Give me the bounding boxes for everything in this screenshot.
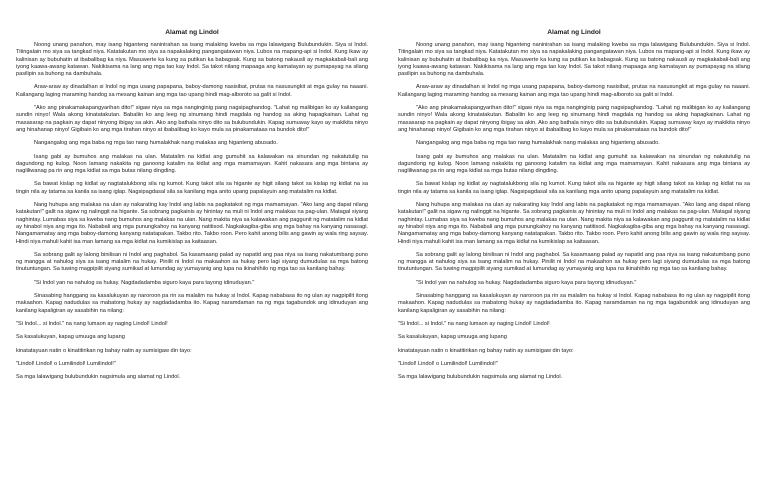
paragraph: "Lindol! Lindol! o Lumilindol! Lumilindol!" [398,360,498,367]
paragraph: "Si Indol yan na nahulog sa hukay. Nagdadadamba siguro kaya para tayong idinuduyan." [416,279,637,286]
paragraph: Noong unang panahon, may isang higanteng naninirahan sa isang malaking kweba sa mga lalawigang Bulubundukin. Siya si Indol. Titingalain mo siya sa tangkad niya. Katatakutan mo siya sa napakalaking pangangatawan niya. Lubos na mapang-api si Indol. Kung ikaw ay kalinisan ay bubuhatin at ibabalibag ka niya. Masuwerte ka kung sa putikan ka babagsak. Kung sa batong nakausli ay magkakabali-bali ang iyong kaawa-awang katawan. Nakikisama na lang ang mga tao kay Indol. Sa takot nilang mapaaga ang kamatayan ay pumapayag na silang pasilipin sa buhong na dambuhala. [398,42,750,78]
document-title: Alamat ng Lindol [547,29,601,36]
paragraph: Nang huhupa ang malakas na ulan ay nakarating kay Indol ang labis na pagkatakot ng mga mamamayan. "Ako lang ang dapat nilang katakutan!" galit na sigaw ng nalinggit na higante. Sa sobrang pagkainis ay hinintay na muli ni Indol ang malakas na pag-ulan. Matagal siyang naghintay. Lumabas siya sa kweba nang bumuhos ang malakas na ulan. Nang makita niya sa kalawakan ang paggunit ng matatalim na kidlat ay hinabol niya ang mga ito. Nababali ang mga punungkahoy na kanyang natitisod. Nagkakagiba-giba ang mga bahay na kanyang nasasagi. Nangamamatay ang mga baboy-damong kanyang natatapakan. Takbo rito. Takbo roon. Pero kahit anong bilis ang gawin ay wala ring saysay. Hindi niya mahuli kahit isa man lamang sa mga kidlat na kumikislap sa kaitaasan. [398,202,750,245]
paragraph: "Si Indol yan na nahulog sa hukay. Nagdadadamba siguro kaya para tayong idinuduyan." [34,279,255,286]
paragraph: kinatatayuan natin o kinatitirikan ng bahay natin ay sumisigaw din tayo: [16,347,192,354]
paragraph: Sa kasalukuyan, kapag umuuga ang lupang [398,334,507,341]
paragraph: Araw-araw ay dinadalhan si Indol ng mga usang papapana, baboy-damong nasisibat, prutas na nasusungkit at mga gulay na naaani. Kailangang laging maraming handog sa mesang kainan ang mga tao upang hindi mag-alboroto sa galit si Indol. [16,84,368,98]
paragraph: Sa mga lalawigang bulubundukin nagsimula ang alamat ng Lindol. [16,374,181,381]
paragraph: Sinasabing hanggang sa kasalukuyan ay naroroon pa rin sa malalim na hukay si Indol. Kapag nababasa ito ng ulan ay nagpipilit itong makaahon. Kapag nadudulas sa mabatong hukay ay nagdadadamba ito. Kapag naramdaman na ng mga tagabundok ang idinuduyan ang kanilang kapaligiran ay sasabihin na nilang: [398,293,750,314]
paragraph: Sinasabing hanggang sa kasalukuyan ay naroroon pa rin sa malalim na hukay si Indol. Kapag nababasa ito ng ulan ay nagpipilit itong makaahon. Kapag nadudulas sa mabatong hukay ay nagdadadamba ito. Kapag naramdaman na ng mga tagabundok ang idinuduyan ang kanilang kapaligiran ay sasabihin na nilang: [16,293,368,314]
paragraph: Sa bawat kislap ng kidlat ay nagtatalukbong sila ng kumot. Kung takot sila sa higante ay higit silang takot sa kislap ng kidlat na sa tingin nila ay tatama sa kanila sa isang iglap. Nagsipagdasal sila sa kanilang mga anito upang papalayuin ang matatalim na kidlat. [398,181,750,195]
paragraph: Sa sobrang galit ay lalong binilisan ni Indol ang paghabol. Sa kasamaang palad ay napatid ang paa niya sa isang nakatumbang puno ng mangga at nahulog siya sa isang malalim na hukay. Pinilit ni Indol na makaahon sa hukay pero lagi siyang dumudulas sa mga batong tinutuntungan. Sa tuwing magpipilit siyang sumikad at lumundag ay yumayanig ang lupa na ikinahihilo ng mga tao sa kanilang bahay. [398,251,750,273]
paragraph: Nangangalog ang mga baba ng mga tao nang humalakhak nang malakas ang higanteng abusado. [34,140,278,147]
document-page-right [398,0,750,503]
paragraph: Isang gabi ay bumuhos ang malakas na ulan. Matatalim na kidlat ang gumuhit sa kalawakan na sinundan ng nakatutulig na dagundong ng kulog. Noon lamang nakakita ng ganoong katalim na kidlat ang mga mamamayan. Kahit nakasara ang mga bintana ay nagliliwanag pa rin ang mga kidlat sa mga butas nilang dingding. [16,153,368,175]
paragraph: "Lindol! Lindol! o Lumilindol! Lumilindol!" [16,360,116,367]
paragraph: Noong unang panahon, may isang higanteng naninirahan sa isang malaking kweba sa mga lalawigang Bulubundukin. Siya si Indol. Titingalain mo siya sa tangkad niya. Katatakutan mo siya sa napakalaking pangangatawan niya. Lubos na mapang-api si Indol. Kung ikaw ay kalinisan ay bubuhatin at ibabalibag ka niya. Masuwerte ka kung sa putikan ka babagsak. Kung sa batong nakausli ay magkakabali-bali ang iyong kaawa-awang katawan. Nakikisama na lang ang mga tao kay Indol. Sa takot nilang mapaaga ang kamatayan ay pumapayag na silang pasilipin sa buhong na dambuhala. [16,42,368,78]
paragraph: "Si Indol... si Indol." na nang lumaon ay naging Lindol! Lindol! [398,320,550,327]
document-body [398,42,750,381]
paragraph: Araw-araw ay dinadalhan si Indol ng mga usang papapana, baboy-damong nasisibat, prutas na nasusungkit at mga gulay na naaani. Kailangang laging maraming handog sa mesang kainan ang mga tao upang hindi mag-alboroto sa galit si Indol. [398,84,750,98]
paragraph: Nangangalog ang mga baba ng mga tao nang humalakhak nang malakas ang higanteng abusado. [416,140,660,147]
paragraph: Sa mga lalawigang bulubundukin nagsimula ang alamat ng Lindol. [398,374,563,381]
document-title: Alamat ng Lindol [165,29,219,36]
paragraph: Sa kasalukuyan, kapag umuuga ang lupang [16,334,125,341]
paragraph: Nang huhupa ang malakas na ulan ay nakarating kay Indol ang labis na pagkatakot ng mga mamamayan. "Ako lang ang dapat nilang katakutan!" galit na sigaw ng nalinggit na higante. Sa sobrang pagkainis ay hinintay na muli ni Indol ang malakas na pag-ulan. Matagal siyang naghintay. Lumabas siya sa kweba nang bumuhos ang malakas na ulan. Nang makita niya sa kalawakan ang paggunit ng matatalim na kidlat ay hinabol niya ang mga ito. Nababali ang mga punungkahoy na kanyang natitisod. Nagkakagiba-giba ang mga bahay na kanyang nasasagi. Nangamamatay ang mga baboy-damong kanyang natatapakan. Takbo rito. Takbo roon. Pero kahit anong bilis ang gawin ay wala ring saysay. Hindi niya mahuli kahit isa man lamang sa mga kidlat na kumikislap sa kaitaasan. [16,202,368,245]
document-page-left [16,0,368,503]
paragraph: "Ako ang pinakamakapangyarihan dito!" sigaw niya sa mga nanginginig pang nagsipaghandog. "Lahat ng malibigan ko ay kailangang sundin ninyo! Wala akong kinatatakutan. Babaliin ko ang leeg ng sinumang hindi magdala ng handog sa aking hapagkainan. Lahat ng masasarap na pagkain ay dapat ninyong ibigay sa akin. Ako ang bathala ninyo dito sa bulubundukin. Kapag sumuway kayo ay makikita ninyo ang hinahanap ninyo! Gigibain ko ang mga tirahan ninyo at ibabalibag ko kayo mula sa pinakamataas na bundok dito!" [398,105,750,133]
paragraph: Sa bawat kislap ng kidlat ay nagtatalukbong sila ng kumot. Kung takot sila sa higante ay higit silang takot sa kislap ng kidlat na sa tingin nila ay tatama sa kanila sa isang iglap. Nagsipagdasal sila sa kanilang mga anito upang papalayuin ang matatalim na kidlat. [16,181,368,195]
document-body [16,42,368,381]
paragraph: "Ako ang pinakamakapangyarihan dito!" sigaw niya sa mga nanginginig pang nagsipaghandog. "Lahat ng malibigan ko ay kailangang sundin ninyo! Wala akong kinatatakutan. Babaliin ko ang leeg ng sinumang hindi magdala ng handog sa aking hapagkainan. Lahat ng masasarap na pagkain ay dapat ninyong ibigay sa akin. Ako ang bathala ninyo dito sa bulubundukin. Kapag sumuway kayo ay makikita ninyo ang hinahanap ninyo! Gigibain ko ang mga tirahan ninyo at ibabalibag ko kayo mula sa pinakamataas na bundok dito!" [16,105,368,133]
paragraph: Isang gabi ay bumuhos ang malakas na ulan. Matatalim na kidlat ang gumuhit sa kalawakan na sinundan ng nakatutulig na dagundong ng kulog. Noon lamang nakakita ng ganoong katalim na kidlat ang mga mamamayan. Kahit nakasara ang mga bintana ay nagliliwanag pa rin ang mga kidlat sa mga butas nilang dingding. [398,153,750,175]
paragraph: kinatatayuan natin o kinatitirikan ng bahay natin ay sumisigaw din tayo: [398,347,574,354]
paragraph: Sa sobrang galit ay lalong binilisan ni Indol ang paghabol. Sa kasamaang palad ay napatid ang paa niya sa isang nakatumbang puno ng mangga at nahulog siya sa isang malalim na hukay. Pinilit ni Indol na makaahon sa hukay pero lagi siyang dumudulas sa mga batong tinutuntungan. Sa tuwing magpipilit siyang sumikad at lumundag ay yumayanig ang lupa na ikinahihilo ng mga tao sa kanilang bahay. [16,251,368,273]
paragraph: "Si Indol... si Indol." na nang lumaon ay naging Lindol! Lindol! [16,320,168,327]
